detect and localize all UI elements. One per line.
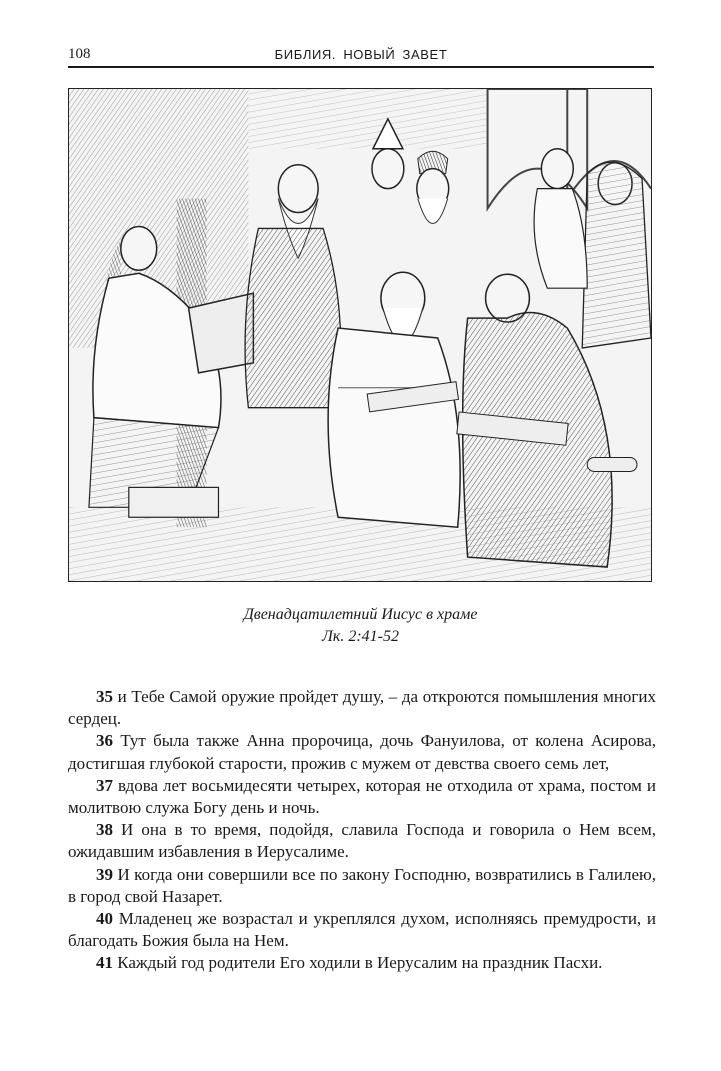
verse-text: Каждый год родители Его ходили в Иерусалим на праздник Пасхи. (113, 953, 603, 973)
illustration-caption-title: Двенадцатилетний Иисус в храме (243, 606, 478, 623)
open-book-on-lectern (189, 293, 254, 373)
verse-number: 36 (96, 731, 113, 751)
engraving-artwork (69, 89, 651, 581)
verse-text: Младенец же возрастал и укреплялся духом, исполняясь премудрости, и благодать Божия была на Нем. (68, 909, 656, 951)
verse-number: 40 (96, 909, 113, 929)
temple-engraving-illustration (68, 88, 652, 582)
verse-text: вдова лет восьмидесяти четырех, которая не отходила от храма, постом и молитвою служа Богу день и ночь. (68, 775, 656, 818)
verse (68, 952, 656, 974)
verse-number: 39 (96, 864, 113, 884)
rolled-scroll (587, 458, 637, 472)
illustration-caption-reference: Лк. 2:41-52 (322, 628, 399, 645)
verse (68, 730, 656, 774)
running-title: БИБЛИЯ. НОВЫЙ ЗАВЕТ (274, 47, 448, 62)
verse-number: 38 (96, 820, 113, 840)
verse-text: и Тебе Самой оружие пройдет душу, – да откроются помышления многих сердец. (68, 687, 656, 729)
page-header (68, 44, 654, 68)
verse-text: Тут была также Анна пророчица, дочь Фануилова, от колена Асирова, достигшая глубокой старости, прожив с мужем от девства своего семь лет, (68, 731, 656, 773)
verse-number: 37 (96, 775, 113, 795)
verse-number: 35 (96, 687, 113, 706)
verse-number: 41 (96, 953, 113, 973)
verse-text: И она в то время, подойдя, славила Господа и говорила о Нем всем, ожидавшим избавления в Иерусалиме. (68, 820, 656, 862)
verse-text: И когда они совершили все по закону Господню, возвратились в Галилею, в город свой Назарет. (68, 864, 656, 906)
verse (68, 775, 656, 819)
verse (68, 908, 656, 952)
verse (68, 686, 656, 730)
page-number: 108 (68, 46, 91, 62)
verse (68, 819, 656, 863)
verse (68, 864, 656, 908)
scripture-text (68, 686, 656, 975)
